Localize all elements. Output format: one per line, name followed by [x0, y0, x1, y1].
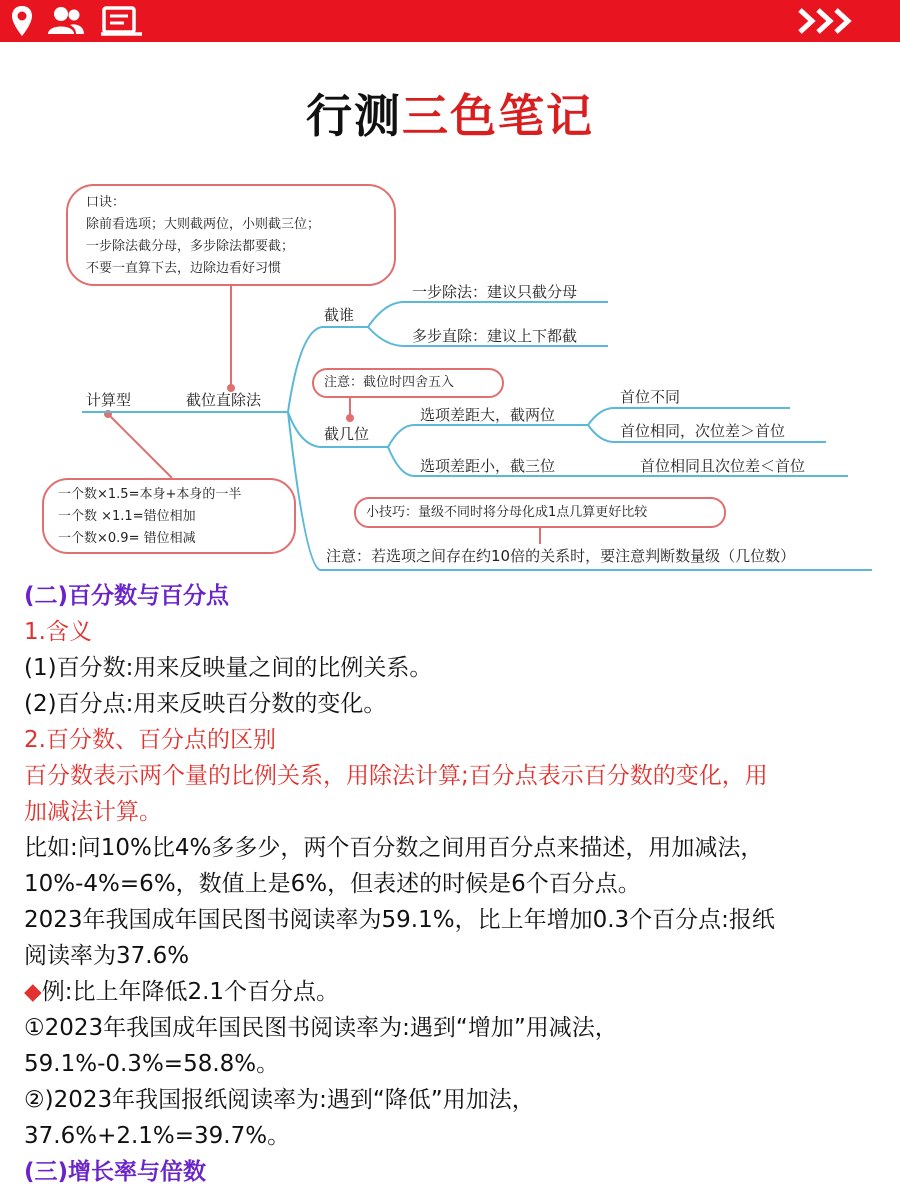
highlight-line: 百分数表示两个量的比例关系，用除法计算;百分点表示百分数的变化，用: [24, 763, 768, 789]
jieshui-node: 截谁: [324, 306, 355, 324]
magnitude-note: 注意：若选项之间存在约10倍的关系时，要注意判断数量级（几位数）: [326, 547, 796, 565]
first-same-small-node: 首位相同且次位差＜首位: [640, 457, 806, 475]
calc-type-node: 计算型: [86, 391, 132, 409]
big-gap-node: 选项差距大，截两位: [420, 406, 556, 424]
subsection-heading: 1.含义: [24, 619, 92, 645]
multiply-connector: [108, 414, 172, 478]
mnemonic-heading: 口诀：: [86, 195, 126, 210]
connector-dot: [346, 414, 354, 422]
branch-jieshui: [288, 327, 322, 412]
paragraph-line: 10%-4%=6%，数值上是6%，但表述的时候是6个百分点。: [24, 871, 641, 897]
title-red-part: 三色笔记: [402, 89, 594, 143]
mnemonic-line: 不要一直算下去，边除边看好习惯: [86, 261, 282, 276]
paragraph-line: (1)百分数:用来反映量之间的比例关系。: [24, 655, 433, 681]
diamond-bullet-icon: ◆: [24, 979, 42, 1005]
paragraph-line: 阅读率为37.6%: [24, 943, 190, 969]
section-heading: (三)增长率与倍数: [24, 1159, 207, 1185]
paragraph-line: ①2023年我国成年国民图书阅读率为:遇到“增加”用减法，: [24, 1015, 618, 1041]
subsection-heading: 2.百分数、百分点的区别: [24, 727, 276, 753]
small-gap-node: 选项差距小，截三位: [420, 457, 556, 475]
title-black-part: 行测: [306, 89, 402, 143]
notes-body: [24, 578, 884, 1190]
one-step-node: 一步除法：建议只截分母: [412, 283, 578, 301]
main-method-node: 截位直除法: [186, 391, 262, 409]
paragraph-line: 比如:问10%比4%多多少，两个百分数之间用百分点来描述，用加减法，: [24, 835, 764, 861]
paragraph-line: 37.6%+2.1%=39.7%。: [24, 1123, 291, 1149]
mnemonic-line: 一步除法截分母，多步除法都要截；: [86, 239, 295, 254]
paragraph-line: 2023年我国成年国民图书阅读率为59.1%，比上年增加0.3个百分点:报纸: [24, 907, 775, 933]
multiply-line: 一个数 ×1.1=错位相加: [58, 509, 196, 524]
first-diff-node: 首位不同: [620, 388, 681, 406]
paragraph-line: ②)2023年我国报纸阅读率为:遇到“降低”用加法，: [24, 1087, 535, 1113]
example-text: 例:比上年降低2.1个百分点。: [41, 979, 340, 1005]
mnemonic-line: 除前看选项；大则截两位，小则截三位；: [86, 217, 321, 232]
branch-jijiwei: [288, 412, 320, 447]
paragraph-line: 59.1%-0.3%=58.8%。: [24, 1051, 280, 1077]
multi-step-node: 多步直除：建议上下都截: [412, 327, 578, 345]
section-heading: (二)百分数与百分点: [24, 583, 230, 609]
highlight-line: 加减法计算。: [24, 799, 162, 825]
rounding-note: 注意：截位时四舍五入: [324, 375, 455, 390]
jiejiwei-node: 截几位: [324, 425, 370, 443]
first-same-node: 首位相同，次位差＞首位: [620, 422, 786, 440]
example-line: [24, 974, 884, 1010]
tip-note: 小技巧：量级不同时将分母化成1点几算更好比较: [366, 505, 648, 520]
multiply-line: 一个数×1.5=本身+本身的一半: [58, 487, 242, 502]
multiply-line: 一个数×0.9= 错位相减: [58, 531, 196, 546]
paragraph-line: (2)百分点:用来反映百分数的变化。: [24, 691, 387, 717]
